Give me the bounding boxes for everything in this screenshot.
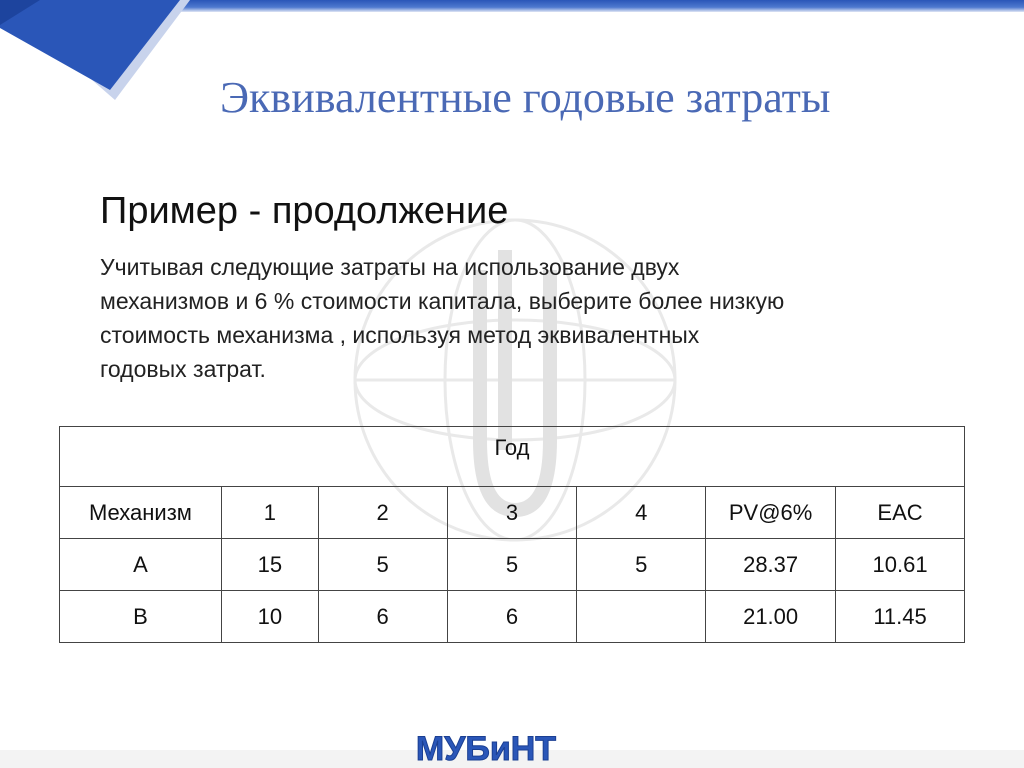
column-header-year-3: 3 bbox=[447, 487, 577, 539]
table-row bbox=[60, 591, 965, 643]
table-cell: 5 bbox=[577, 539, 706, 591]
column-header-year-2: 2 bbox=[318, 487, 447, 539]
slide-title: Эквивалентные годовые затраты bbox=[220, 73, 831, 122]
table-row bbox=[60, 539, 965, 591]
column-header-eac: EAC bbox=[836, 487, 965, 539]
table-cell: 28.37 bbox=[706, 539, 836, 591]
table-cell: 11.45 bbox=[836, 591, 965, 643]
cost-table bbox=[59, 426, 965, 643]
table-cell: 10.61 bbox=[836, 539, 965, 591]
column-header-mechanism: Механизм bbox=[60, 487, 222, 539]
table-cell: 5 bbox=[318, 539, 447, 591]
table-cell: 10 bbox=[221, 591, 318, 643]
table-cell: 15 bbox=[221, 539, 318, 591]
slide-body-text: Учитывая следующие затраты на использование двух механизмов и 6 % стоимости капитала, выберите более низкую стоимость механизма , используя метод эквивалентных годовых затрат. bbox=[100, 254, 785, 382]
table-cell: 6 bbox=[447, 591, 577, 643]
table-column-header-row bbox=[60, 487, 965, 539]
table-cell: 5 bbox=[447, 539, 577, 591]
footer-logo bbox=[0, 728, 1024, 768]
column-header-year-1: 1 bbox=[221, 487, 318, 539]
table-cell bbox=[577, 591, 706, 643]
table-cell: B bbox=[60, 591, 222, 643]
column-header-pv: PV@6% bbox=[706, 487, 836, 539]
svg-text:МУБиНТ: МУБиНТ bbox=[415, 730, 557, 768]
table-cell: 21.00 bbox=[706, 591, 836, 643]
year-header-cell bbox=[60, 427, 965, 487]
slide-subtitle: Пример - продолжение bbox=[100, 190, 509, 232]
mubint-logo-icon bbox=[0, 728, 1024, 768]
table-header-row-year bbox=[60, 427, 965, 487]
column-header-year-4: 4 bbox=[577, 487, 706, 539]
table-cell: 6 bbox=[318, 591, 447, 643]
table-cell: A bbox=[60, 539, 222, 591]
year-header-label: Год bbox=[494, 435, 530, 460]
corner-triangle-decoration bbox=[0, 0, 200, 110]
